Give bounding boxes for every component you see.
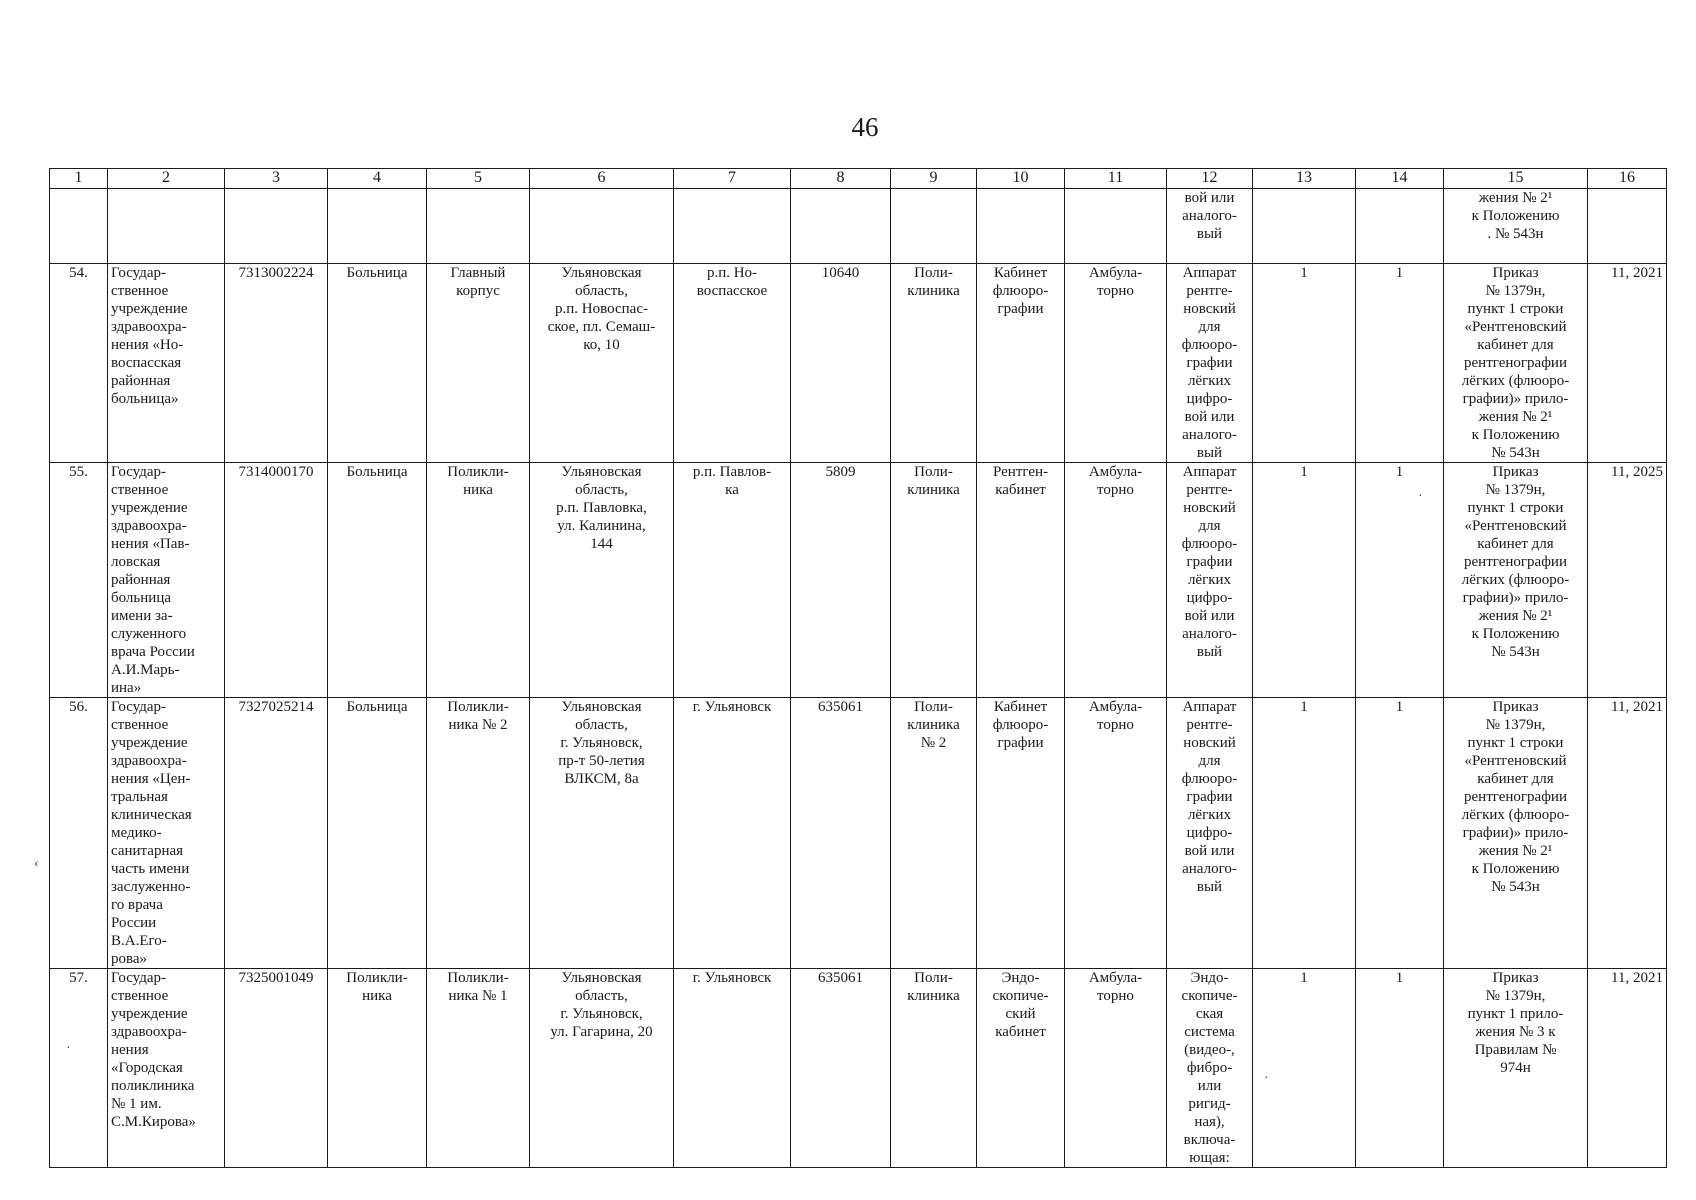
quantity-required-cell: 1 (1253, 969, 1356, 1168)
column-header: 10 (977, 169, 1065, 189)
quantity-required-cell: 1 (1253, 463, 1356, 698)
care-mode-cell (1065, 189, 1167, 264)
column-header: 6 (530, 169, 674, 189)
inn-cell: 7325001049 (225, 969, 328, 1168)
table-row (50, 189, 1667, 264)
building-cell: Главный корпус (427, 264, 530, 463)
room-cell: Рентген- кабинет (977, 463, 1065, 698)
settlement-cell (674, 189, 791, 264)
facility-type-cell (328, 189, 427, 264)
unit-cell: Поли- клиника (891, 463, 977, 698)
period-cell: 11, 2021 (1588, 969, 1667, 1168)
equipment-cell: Аппарат рентге- новский для флюоро- графии лёгких цифро- вой или аналого- вый (1167, 698, 1253, 969)
table-row (50, 264, 1667, 463)
address-cell: Ульяновская область, р.п. Павловка, ул. Калинина, 144 (530, 463, 674, 698)
column-header: 7 (674, 169, 791, 189)
column-header: 13 (1253, 169, 1356, 189)
column-header: 14 (1356, 169, 1444, 189)
column-number-header-row (50, 169, 1667, 189)
regulation-cell: Приказ № 1379н, пункт 1 строки «Рентгеновский кабинет для рентгенографии лёгких (флюоро- графии)» прило- жения № 2¹ к Положению № 543н (1444, 264, 1588, 463)
unit-cell: Поли- клиника (891, 969, 977, 1168)
unit-cell (891, 189, 977, 264)
column-header: 9 (891, 169, 977, 189)
period-cell: 11, 2025 (1588, 463, 1667, 698)
regulation-cell: Приказ № 1379н, пункт 1 строки «Рентгеновский кабинет для рентгенографии лёгких (флюоро- графии)» прило- жения № 2¹ к Положению № 543н (1444, 463, 1588, 698)
column-header: 11 (1065, 169, 1167, 189)
period-cell: 11, 2021 (1588, 264, 1667, 463)
table-row (50, 698, 1667, 969)
table-row (50, 969, 1667, 1168)
column-header: 3 (225, 169, 328, 189)
room-cell: Эндо- скопиче- ский кабинет (977, 969, 1065, 1168)
row-number-cell: 56. (50, 698, 108, 969)
address-cell: Ульяновская область, г. Ульяновск, пр-т 50-летия ВЛКСМ, 8а (530, 698, 674, 969)
equipment-cell: Аппарат рентге- новский для флюоро- графии лёгких цифро- вой или аналого- вый (1167, 264, 1253, 463)
institution-cell: Государ- ственное учреждение здравоохра- нения «Но- воспасская районная больница» (108, 264, 225, 463)
column-header: 4 (328, 169, 427, 189)
column-header: 2 (108, 169, 225, 189)
settlement-cell: г. Ульяновск (674, 969, 791, 1168)
facility-type-cell: Больница (328, 698, 427, 969)
facility-type-cell: Больница (328, 463, 427, 698)
inn-cell: 7313002224 (225, 264, 328, 463)
column-header: 1 (50, 169, 108, 189)
scan-speck: ‹ (34, 856, 39, 871)
quantity-required-cell: 1 (1253, 698, 1356, 969)
facility-type-cell: Больница (328, 264, 427, 463)
population-cell: 635061 (791, 969, 891, 1168)
unit-cell: Поли- клиника № 2 (891, 698, 977, 969)
address-cell: Ульяновская область, г. Ульяновск, ул. Гагарина, 20 (530, 969, 674, 1168)
row-number-cell: 55. (50, 463, 108, 698)
quantity-required-cell (1253, 189, 1356, 264)
room-cell: Кабинет флюоро- графии (977, 264, 1065, 463)
column-header: 15 (1444, 169, 1588, 189)
quantity-planned-cell: 1 (1356, 969, 1444, 1168)
regulation-cell: жения № 2¹ к Положению . № 543н (1444, 189, 1588, 264)
scan-speck: · (1418, 489, 1423, 504)
quantity-planned-cell: 1 (1356, 463, 1444, 698)
column-header: 16 (1588, 169, 1667, 189)
row-number-cell: 57. (50, 969, 108, 1168)
row-number-cell (50, 189, 108, 264)
scan-speck: · (1264, 1071, 1269, 1086)
building-cell (427, 189, 530, 264)
inn-cell (225, 189, 328, 264)
population-cell (791, 189, 891, 264)
settlement-cell: р.п. Но- воспасское (674, 264, 791, 463)
row-number-cell: 54. (50, 264, 108, 463)
institution-cell: Государ- ственное учреждение здравоохра- нения «Городская поликлиника № 1 им. С.М.Кирова» (108, 969, 225, 1168)
page-number: 46 (851, 112, 879, 142)
quantity-planned-cell: 1 (1356, 264, 1444, 463)
building-cell: Поликли- ника № 2 (427, 698, 530, 969)
care-mode-cell: Амбула- торно (1065, 264, 1167, 463)
scan-speck: · (66, 1041, 71, 1056)
regulation-cell: Приказ № 1379н, пункт 1 строки «Рентгеновский кабинет для рентгенографии лёгких (флюоро- графии)» прило- жения № 2¹ к Положению № 543н (1444, 698, 1588, 969)
quantity-planned-cell: 1 (1356, 698, 1444, 969)
inn-cell: 7327025214 (225, 698, 328, 969)
institution-cell (108, 189, 225, 264)
equipment-cell: Аппарат рентге- новский для флюоро- графии лёгких цифро- вой или аналого- вый (1167, 463, 1253, 698)
care-mode-cell: Амбула- торно (1065, 969, 1167, 1168)
period-cell (1588, 189, 1667, 264)
regulation-cell: Приказ № 1379н, пункт 1 прило- жения № 3 к Правилам № 974н (1444, 969, 1588, 1168)
institution-cell: Государ- ственное учреждение здравоохра- нения «Пав- ловская районная больница имени за- служенного врача России А.И.Марь- ина» (108, 463, 225, 698)
address-cell: Ульяновская область, р.п. Новоспас- ское, пл. Семаш- ко, 10 (530, 264, 674, 463)
population-cell: 10640 (791, 264, 891, 463)
care-mode-cell: Амбула- торно (1065, 463, 1167, 698)
unit-cell: Поли- клиника (891, 264, 977, 463)
population-cell: 5809 (791, 463, 891, 698)
institution-cell: Государ- ственное учреждение здравоохра- нения «Цен- тральная клиническая медико- санитарная часть имени заслуженно- го врача России В.А.Его- рова» (108, 698, 225, 969)
column-header: 5 (427, 169, 530, 189)
settlement-cell: р.п. Павлов- ка (674, 463, 791, 698)
room-cell: Кабинет флюоро- графии (977, 698, 1065, 969)
building-cell: Поликли- ника № 1 (427, 969, 530, 1168)
population-cell: 635061 (791, 698, 891, 969)
quantity-planned-cell (1356, 189, 1444, 264)
building-cell: Поликли- ника (427, 463, 530, 698)
settlement-cell: г. Ульяновск (674, 698, 791, 969)
period-cell: 11, 2021 (1588, 698, 1667, 969)
facility-type-cell: Поликли- ника (328, 969, 427, 1168)
table-row (50, 463, 1667, 698)
equipment-cell: Эндо- скопиче- ская система (видео-, фибро- или ригид- ная), включа- ющая: (1167, 969, 1253, 1168)
room-cell (977, 189, 1065, 264)
equipment-cell: вой или аналого- вый (1167, 189, 1253, 264)
address-cell (530, 189, 674, 264)
column-header: 8 (791, 169, 891, 189)
inn-cell: 7314000170 (225, 463, 328, 698)
facilities-table (49, 168, 1667, 1168)
column-header: 12 (1167, 169, 1253, 189)
quantity-required-cell: 1 (1253, 264, 1356, 463)
care-mode-cell: Амбула- торно (1065, 698, 1167, 969)
